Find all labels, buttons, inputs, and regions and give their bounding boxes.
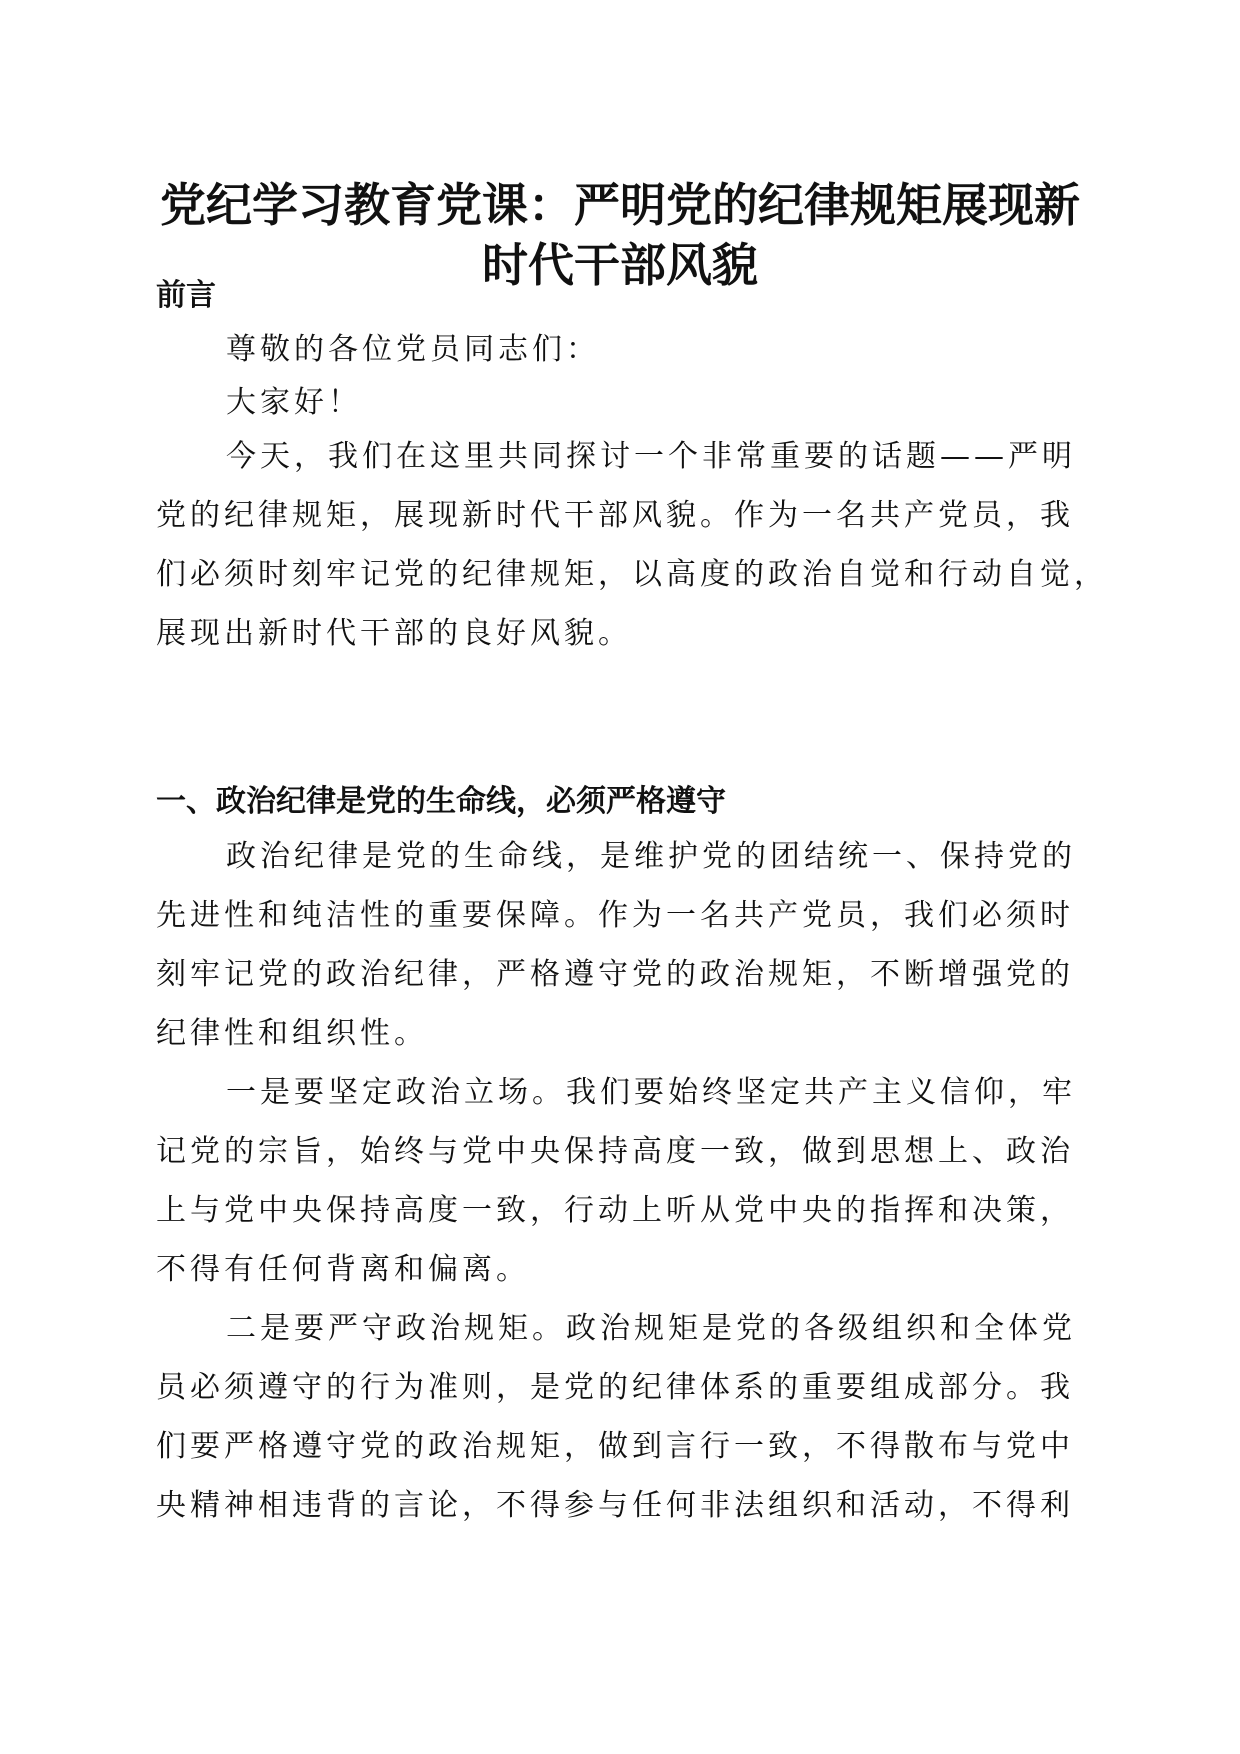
s1p2-line-3: 上与党中央保持高度一致，行动上听从党中央的指挥和决策， [156, 1193, 1074, 1228]
intro-line-2: 党的纪律规矩，展现新时代干部风貌。作为一名共产党员，我 [156, 498, 1074, 533]
intro-line-4: 展现出新时代干部的良好风貌。 [156, 616, 632, 651]
s1p3-line-2: 员必须遵守的行为准则，是党的纪律体系的重要组成部分。我 [156, 1370, 1074, 1405]
s1p2-line-1: 一是要坚定政治立场。我们要始终坚定共产主义信仰，牢 [226, 1075, 1076, 1110]
s1p1-line-1: 政治纪律是党的生命线，是维护党的团结统一、保持党的 [226, 839, 1076, 874]
s1p1-line-3: 刻牢记党的政治纪律，严格遵守党的政治规矩，不断增强党的 [156, 957, 1074, 992]
section-1-paragraph-2 [156, 1063, 1086, 1299]
s1p1-line-2: 先进性和纯洁性的重要保障。作为一名共产党员，我们必须时 [156, 898, 1074, 933]
s1p2-line-2: 记党的宗旨，始终与党中央保持高度一致，做到思想上、政治 [156, 1134, 1074, 1169]
hello-line: 大家好！ [226, 385, 362, 420]
title-line-1: 党纪学习教育党课：严明党的纪律规矩展现新 [160, 178, 1080, 232]
hello-paragraph [156, 373, 1086, 432]
s1p3-line-4: 央精神相违背的言论，不得参与任何非法组织和活动，不得利 [156, 1488, 1074, 1523]
greeting-line: 尊敬的各位党员同志们： [226, 332, 600, 367]
s1p1-line-4: 纪律性和组织性。 [156, 1016, 428, 1051]
s1p2-line-4: 不得有任何背离和偏离。 [156, 1252, 530, 1287]
preface-heading: 前言 [156, 278, 216, 313]
intro-line-3: 们必须时刻牢记党的纪律规矩，以高度的政治自觉和行动自觉， [156, 557, 1108, 592]
section-1-heading: 一、政治纪律是党的生命线，必须严格遵守 [156, 784, 726, 819]
intro-paragraph [156, 427, 1108, 663]
section-1-paragraph-3 [156, 1299, 1086, 1535]
intro-line-1: 今天，我们在这里共同探讨一个非常重要的话题——严明 [226, 439, 1076, 474]
title-line-2: 时代干部风貌 [482, 238, 758, 292]
document-title [150, 175, 1090, 295]
s1p3-line-1: 二是要严守政治规矩。政治规矩是党的各级组织和全体党 [226, 1311, 1076, 1346]
section-1-paragraph-1 [156, 827, 1086, 1063]
greeting-paragraph [156, 320, 1086, 379]
s1p3-line-3: 们要严格遵守党的政治规矩，做到言行一致，不得散布与党中 [156, 1429, 1074, 1464]
